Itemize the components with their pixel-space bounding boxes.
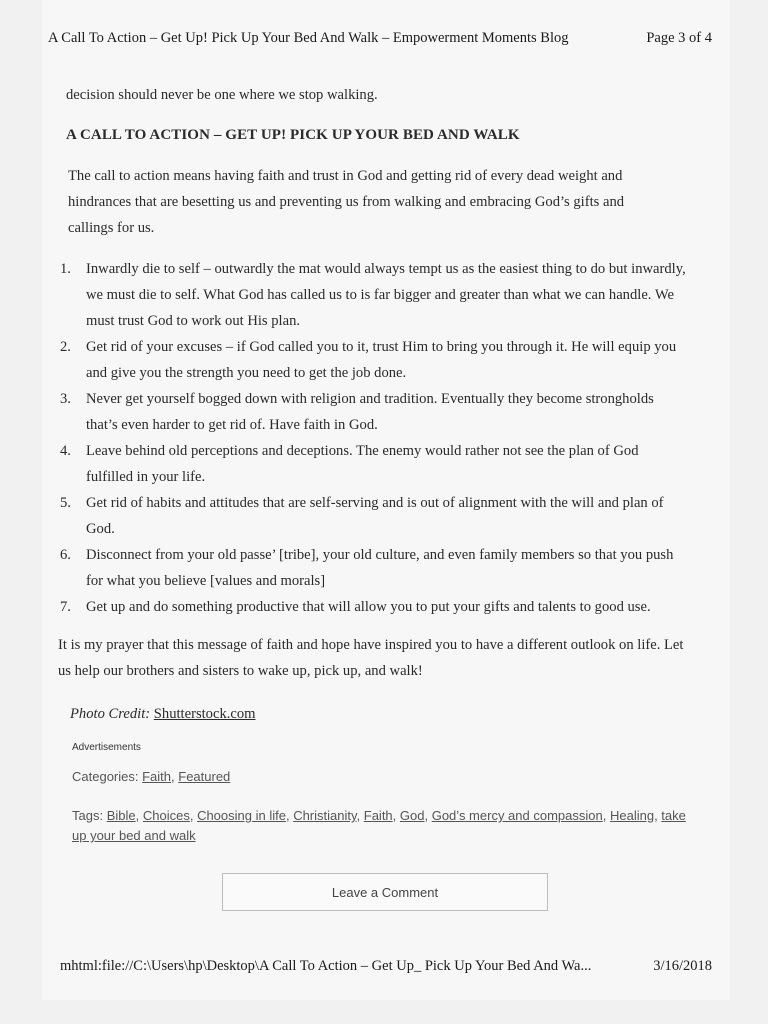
step-number: 5.: [60, 495, 71, 511]
list-item: [60, 542, 686, 594]
list-item: [60, 490, 686, 542]
leave-comment-button[interactable]: Leave a Comment: [222, 873, 548, 911]
page-number: Page 3 of 4: [646, 30, 712, 46]
step-number: 1.: [60, 261, 71, 277]
step-text: Get rid of habits and attitudes that are self-serving and is out of alignment with the will and plan of God.: [86, 495, 664, 537]
categories: Categories: Faith, Featured: [72, 769, 231, 784]
categories-label: Categories:: [72, 769, 139, 784]
file-path: mhtml:file://C:\Users\hp\Desktop\A Call To Action – Get Up_ Pick Up Your Bed And Wa...: [60, 958, 592, 974]
step-text: Get rid of your excuses – if God called you to it, trust Him to bring you through it. He will equip you and give you the strength you need to get the job done.: [86, 339, 677, 381]
step-text: Get up and do something productive that will allow you to put your gifts and talents to good use.: [86, 599, 651, 615]
step-text: Leave behind old perceptions and deceptions. The enemy would rather not see the plan of God fulfilled in your life.: [86, 443, 639, 485]
lead-sentence: decision should never be one where we stop walking.: [66, 87, 378, 103]
step-text: Never get yourself bogged down with religion and tradition. Eventually they become strongholds that’s even harder to get rid of. Have faith in God.: [86, 391, 654, 433]
step-number: 3.: [60, 391, 71, 407]
tag-link[interactable]: Healing: [609, 808, 655, 823]
step-number: 2.: [60, 339, 71, 355]
list-item: [60, 438, 686, 490]
step-number: 4.: [60, 443, 71, 459]
print-header-title: A Call To Action – Get Up! Pick Up Your Bed And Walk – Empowerment Moments Blog: [48, 30, 569, 46]
list-item: [60, 594, 686, 620]
photo-credit-label: Photo Credit: [70, 706, 146, 722]
step-text: Disconnect from your old passe’ [tribe], your old culture, and even family members so that you push for what you believe [values and morals]: [86, 547, 674, 589]
closing-paragraph: It is my prayer that this message of faith and hope have inspired you to have a different outlook on life. Let us help our brothers and sisters to wake up, pick up, and walk!: [58, 637, 684, 679]
tag-link[interactable]: God: [399, 808, 425, 823]
print-date: 3/16/2018: [653, 958, 712, 974]
step-number: 6.: [60, 547, 71, 563]
tags: Tags: Bible, Choices, Choosing in life, Christianity, Faith, God, God’s mercy and compassion, Healing, take up your bed and walk: [72, 808, 686, 843]
category-link[interactable]: Faith: [142, 769, 172, 784]
advertisements-label: Advertisements: [72, 742, 141, 753]
tag-link[interactable]: Bible: [106, 808, 136, 823]
photo-credit-link[interactable]: Shutterstock.com: [153, 706, 256, 722]
tag-link[interactable]: God’s mercy and compassion: [431, 808, 603, 823]
list-item: [60, 334, 686, 386]
tag-link[interactable]: Christianity: [293, 808, 357, 823]
photo-credit: Photo Credit: Shutterstock.com: [70, 706, 256, 722]
tag-link[interactable]: Choices: [142, 808, 190, 823]
tag-link[interactable]: take up your bed and walk: [72, 808, 686, 843]
tag-link[interactable]: Choosing in life: [197, 808, 286, 823]
list-item: [60, 256, 686, 334]
article-heading: A CALL TO ACTION – GET UP! PICK UP YOUR BED AND WALK: [66, 127, 520, 143]
action-steps-list: [60, 256, 690, 620]
category-link[interactable]: Featured: [178, 769, 231, 784]
tags-label: Tags:: [72, 808, 104, 823]
intro-paragraph: The call to action means having faith and trust in God and getting rid of every dead weight and hindrances that are besetting us and preventing us from walking and embracing God’s gifts and callings for us.: [68, 168, 625, 236]
list-item: [60, 386, 686, 438]
tag-link[interactable]: Faith: [363, 808, 393, 823]
step-text: Inwardly die to self – outwardly the mat would always tempt us as the easiest thing to do but inwardly, we must die to self. What God has called us to is far bigger and greater than what we can handle. We must trust God to work out His plan.: [86, 261, 686, 329]
step-number: 7.: [60, 599, 71, 615]
